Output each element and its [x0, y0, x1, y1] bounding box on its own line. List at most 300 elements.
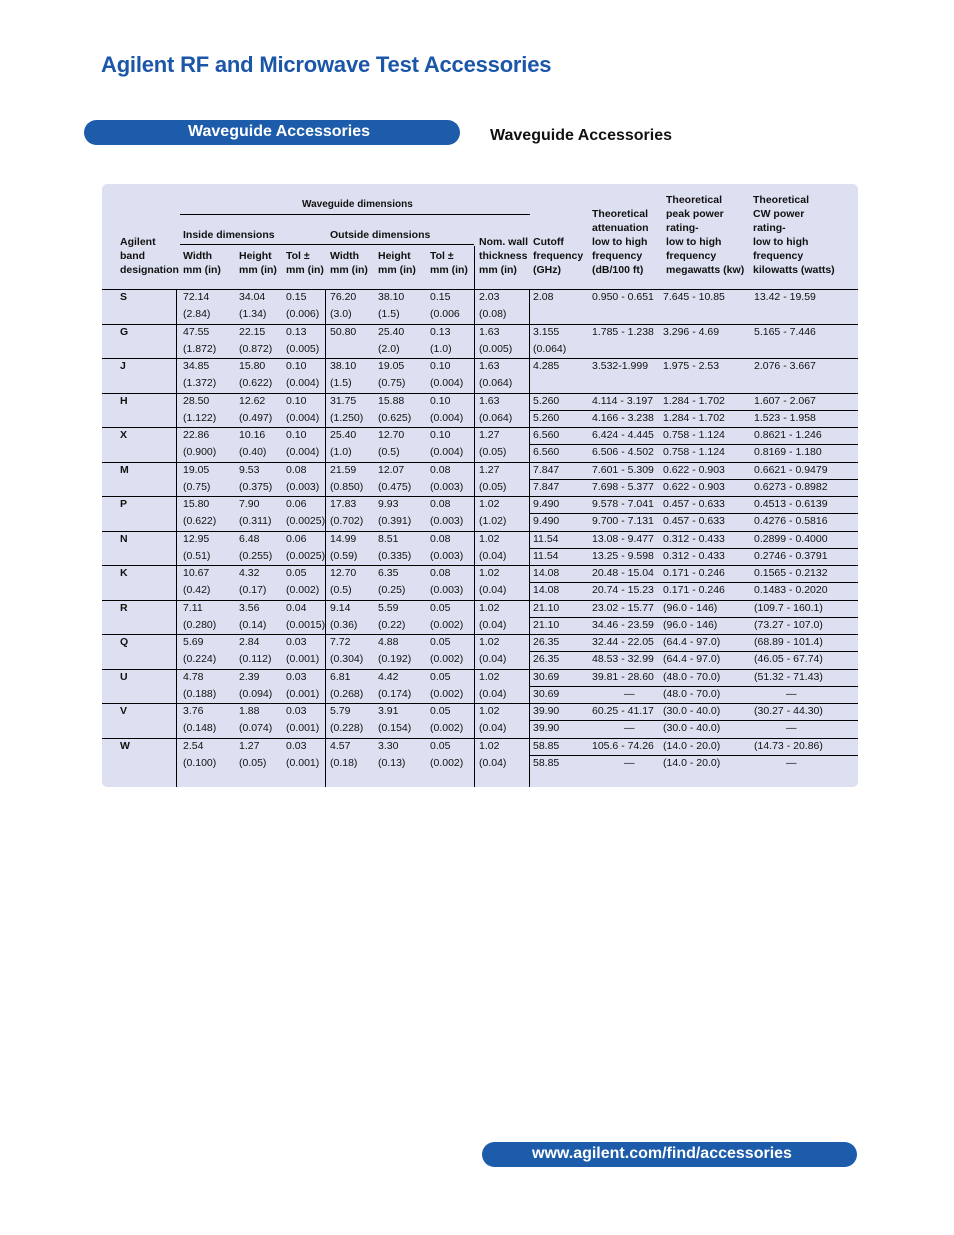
column-header: kilowatts (watts) — [753, 264, 835, 276]
row-rule — [102, 738, 858, 739]
outside-dimensions-header: Outside dimensions — [330, 229, 431, 241]
dimension-value-in: (0.75) — [378, 377, 406, 389]
performance-value: — — [786, 722, 797, 734]
dimension-value: 0.03 — [286, 739, 307, 752]
performance-value: 3.155 — [533, 325, 560, 338]
performance-value: 0.758 - 1.124 — [663, 429, 725, 441]
dimension-value-in: (0.228) — [330, 722, 364, 734]
performance-value: (68.89 - 101.4) — [754, 636, 823, 648]
row-rule — [102, 600, 858, 601]
dimension-value: 1.63 — [479, 325, 500, 338]
column-header: Theoretical — [753, 194, 810, 206]
row-rule — [102, 669, 858, 670]
sub-row-rule — [529, 479, 858, 480]
dimension-value-in: (0.004) — [286, 446, 320, 458]
dimension-value-in: (0.625) — [378, 411, 412, 424]
dimension-value: 0.13 — [286, 325, 307, 338]
performance-value: (64.4 - 97.0) — [663, 653, 721, 665]
dimension-value: 0.10 — [286, 394, 307, 407]
dimension-value-in: (0.497) — [239, 411, 273, 424]
band-designation: J — [120, 360, 126, 372]
performance-value: 20.74 - 15.23 — [592, 584, 654, 596]
dimension-value-in: (0.002) — [286, 584, 320, 596]
dimension-value: 0.03 — [286, 705, 307, 717]
performance-value: 3.296 - 4.69 — [663, 325, 720, 338]
dimension-value-in: (0.05) — [479, 446, 507, 458]
performance-value: 58.85 — [533, 756, 560, 769]
performance-value: 7.601 - 5.309 — [592, 463, 654, 476]
performance-value: 23.02 - 15.77 — [592, 601, 654, 614]
dimension-value: 1.27 — [479, 429, 500, 441]
dimension-value: 6.81 — [330, 670, 351, 683]
performance-value: (48.0 - 70.0) — [663, 670, 721, 683]
dimension-value-in: (0.001) — [286, 722, 320, 734]
band-designation: R — [120, 601, 128, 614]
band-designation: X — [120, 429, 128, 441]
column-header: designation — [120, 264, 179, 276]
band-designation: M — [120, 463, 129, 476]
row-rule — [102, 462, 858, 463]
performance-value: 39.90 — [533, 705, 560, 717]
table-top-rule — [102, 289, 858, 290]
dimension-value-in: (0.872) — [239, 342, 273, 355]
dimension-value-in: (0.04) — [479, 653, 507, 665]
dimension-value: 0.08 — [430, 567, 451, 579]
dimension-value-in: (0.280) — [183, 618, 217, 631]
dimension-value-in: (0.001) — [286, 653, 320, 665]
performance-value: (109.7 - 160.1) — [754, 601, 823, 614]
dimension-value: 5.79 — [330, 705, 351, 717]
sub-row-rule — [529, 410, 858, 411]
dimension-value: 4.88 — [378, 636, 399, 648]
column-header: frequency — [666, 250, 717, 262]
performance-value: 26.35 — [533, 653, 560, 665]
dimension-value-in: (0.391) — [378, 515, 412, 527]
column-header: frequency — [592, 250, 643, 262]
dimension-value: 4.57 — [330, 739, 351, 752]
dimension-value-in: (0.04) — [479, 549, 507, 562]
dimension-value-in: (0.255) — [239, 549, 273, 562]
dimension-value-in: (0.13) — [378, 756, 406, 769]
dimension-value: 12.95 — [183, 532, 210, 545]
performance-value: 5.260 — [533, 411, 560, 424]
dimension-value: 0.05 — [430, 636, 451, 648]
performance-value: 0.312 - 0.433 — [663, 549, 725, 562]
performance-value: 0.4276 - 0.5816 — [754, 515, 828, 527]
group-header-rule — [180, 214, 530, 215]
performance-value: 0.622 - 0.903 — [663, 463, 725, 476]
dimension-value: 0.08 — [430, 532, 451, 545]
column-header: low to high — [592, 236, 648, 248]
performance-value: 0.6621 - 0.9479 — [754, 463, 828, 476]
sub-row-rule — [529, 686, 858, 687]
performance-value: 0.1483 - 0.2020 — [754, 584, 828, 596]
dimension-value: 38.10 — [330, 360, 357, 372]
band-designation: V — [120, 705, 128, 717]
dimension-value: 21.59 — [330, 463, 357, 476]
dimension-value-in: (0.08) — [479, 308, 507, 320]
performance-value: 2.076 - 3.667 — [754, 360, 816, 372]
waveguide-dimensions-header: Waveguide dimensions — [302, 199, 413, 210]
performance-value: 105.6 - 74.26 — [592, 739, 654, 752]
dimension-value-in: (0.001) — [286, 756, 320, 769]
column-header: (GHz) — [533, 264, 561, 276]
column-header: Height — [239, 250, 272, 262]
performance-value: — — [786, 756, 797, 769]
dimension-value-in: (1.372) — [183, 377, 217, 389]
band-designation: G — [120, 325, 129, 338]
performance-value: — — [786, 687, 797, 700]
row-rule — [102, 565, 858, 566]
dimension-value-in: (0.002) — [430, 687, 464, 700]
dimension-value-in: (0.064) — [479, 377, 513, 389]
dimension-value: 14.99 — [330, 532, 357, 545]
dimension-value: 5.69 — [183, 636, 204, 648]
column-divider — [529, 289, 530, 787]
dimension-value: 0.10 — [430, 360, 451, 372]
dimension-value: 31.75 — [330, 394, 357, 407]
dimension-value: 1.02 — [479, 498, 500, 510]
performance-value: 0.457 - 0.633 — [663, 498, 725, 510]
sub-row-rule — [529, 651, 858, 652]
dimension-value: 10.16 — [239, 429, 266, 441]
dimension-value: 12.70 — [378, 429, 405, 441]
performance-value: — — [624, 756, 635, 769]
section-pill: Waveguide Accessories — [84, 120, 460, 145]
dimension-value: 15.80 — [239, 360, 266, 372]
column-header: frequency — [753, 250, 804, 262]
column-header: megawatts (kw) — [666, 264, 745, 276]
dimension-value-in: (0.154) — [378, 722, 412, 734]
dimension-value: 7.72 — [330, 636, 351, 648]
section-heading: Waveguide Accessories — [490, 127, 673, 144]
column-header: low to high — [753, 236, 809, 248]
sub-row-rule — [529, 444, 858, 445]
dimension-value-in: (0.475) — [378, 480, 412, 493]
column-header: CW power — [753, 208, 805, 220]
row-rule — [102, 358, 858, 359]
performance-value: 30.69 — [533, 670, 560, 683]
dimension-value: 19.05 — [378, 360, 405, 372]
dimension-value: 1.02 — [479, 705, 500, 717]
dimension-value-in: (0.04) — [479, 584, 507, 596]
performance-value: (46.05 - 67.74) — [754, 653, 823, 665]
column-header: mm (in) — [479, 264, 517, 276]
dimension-value-in: (0.112) — [239, 653, 272, 665]
dimension-value-in: (0.268) — [330, 687, 364, 700]
dimension-value: 25.40 — [378, 325, 405, 338]
row-rule — [102, 427, 858, 428]
dimension-value-in: (0.40) — [239, 446, 267, 458]
performance-value: 1.975 - 2.53 — [663, 360, 720, 372]
dimension-value-in: (1.250) — [330, 411, 364, 424]
performance-value: 1.284 - 1.702 — [663, 411, 725, 424]
dimension-value-in: (0.006 — [430, 308, 460, 320]
dimension-value: 4.32 — [239, 567, 260, 579]
dimension-value: 1.02 — [479, 567, 500, 579]
dimension-value: 0.08 — [430, 498, 451, 510]
dimension-value: 28.50 — [183, 394, 210, 407]
performance-value: 4.114 - 3.197 — [592, 394, 654, 407]
dimension-value-in: (1.0) — [430, 342, 452, 355]
dimension-value: 0.10 — [286, 429, 307, 441]
column-header: attenuation — [592, 222, 649, 234]
dimension-value: 1.27 — [239, 739, 260, 752]
column-header: Cutoff — [533, 236, 564, 248]
performance-value: (48.0 - 70.0) — [663, 687, 721, 700]
dimension-value: 15.88 — [378, 394, 405, 407]
dimension-value: 0.15 — [430, 291, 451, 303]
performance-value: 0.171 - 0.246 — [663, 567, 725, 579]
dimension-value: 7.11 — [183, 601, 203, 614]
performance-value: 39.81 - 28.60 — [592, 670, 654, 683]
dimension-value-in: (0.0025) — [286, 549, 326, 562]
sub-row-rule — [529, 513, 858, 514]
performance-value: 5.165 - 7.446 — [754, 325, 816, 338]
performance-value: 0.8621 - 1.246 — [754, 429, 822, 441]
dimension-value-in: (1.5) — [378, 308, 400, 320]
dimension-value-in: (0.5) — [330, 584, 352, 596]
performance-value: 26.35 — [533, 636, 560, 648]
dimension-value: 0.05 — [286, 567, 307, 579]
performance-value: 3.532-1.999 — [592, 360, 649, 372]
dimension-value-in: (0.002) — [430, 653, 464, 665]
performance-value: (96.0 - 146) — [663, 601, 718, 614]
performance-value: 0.457 - 0.633 — [663, 515, 725, 527]
performance-value: (51.32 - 71.43) — [754, 670, 823, 683]
performance-value: 6.560 — [533, 429, 560, 441]
performance-value: 6.506 - 4.502 — [592, 446, 654, 458]
dimension-value: 34.04 — [239, 291, 266, 303]
performance-value: — — [624, 722, 635, 734]
dimension-value-in: (0.17) — [239, 584, 267, 596]
dimension-value: 1.63 — [479, 394, 500, 407]
dimension-value: 0.05 — [430, 670, 451, 683]
dimension-value: 3.30 — [378, 739, 399, 752]
dimension-value: 72.14 — [183, 291, 210, 303]
dimension-value-in: (0.375) — [239, 480, 273, 493]
performance-value: 1.607 - 2.067 — [754, 394, 816, 407]
dimension-value: 0.03 — [286, 636, 307, 648]
performance-value: 2.08 — [533, 291, 554, 303]
dimension-value-in: (1.872) — [183, 342, 217, 355]
performance-value: 20.48 - 15.04 — [592, 567, 654, 579]
row-rule — [102, 324, 858, 325]
dimension-value-in: (0.094) — [239, 687, 273, 700]
dimension-value: 0.15 — [286, 291, 307, 303]
dimension-value: 3.76 — [183, 705, 204, 717]
dimension-value-in: (0.004) — [286, 377, 320, 389]
dimension-value: 0.05 — [430, 705, 451, 717]
dimension-value: 1.02 — [479, 636, 500, 648]
dimension-value-in: (0.003) — [286, 480, 320, 493]
performance-value: 7.698 - 5.377 — [592, 480, 654, 493]
cutoff-value-in: (0.064) — [533, 342, 567, 355]
sub-row-rule — [529, 755, 858, 756]
dimension-value-in: (0.04) — [479, 618, 507, 631]
dimension-value: 0.13 — [430, 325, 451, 338]
dimension-value-in: (0.36) — [330, 618, 358, 631]
dimension-value-in: (0.05) — [239, 756, 267, 769]
dimension-value: 0.05 — [430, 739, 451, 752]
dimension-value-in: (0.622) — [183, 515, 217, 527]
row-rule — [102, 496, 858, 497]
performance-value: (96.0 - 146) — [663, 618, 718, 631]
dimension-value-in: (0.0015) — [286, 618, 326, 631]
performance-value: (30.0 - 40.0) — [663, 722, 721, 734]
performance-value: 9.490 — [533, 515, 560, 527]
performance-value: 13.08 - 9.477 — [592, 532, 654, 545]
dimension-value: 0.06 — [286, 532, 307, 545]
dimension-value: 15.80 — [183, 498, 210, 510]
band-designation: N — [120, 532, 128, 545]
dimension-value: 7.90 — [239, 498, 260, 510]
column-header: Width — [330, 250, 360, 262]
dimension-value: 2.39 — [239, 670, 260, 683]
performance-value: (64.4 - 97.0) — [663, 636, 721, 648]
dimension-value: 1.02 — [479, 670, 500, 683]
sub-row-rule — [529, 548, 858, 549]
column-header: mm (in) — [330, 264, 368, 276]
column-header: low to high — [666, 236, 722, 248]
dimension-value: 22.86 — [183, 429, 210, 441]
performance-value: 0.8169 - 1.180 — [754, 446, 822, 458]
performance-value: 7.847 — [533, 463, 560, 476]
dimension-value: 12.62 — [239, 394, 266, 407]
dimension-value-in: (0.005) — [286, 342, 320, 355]
performance-value: 32.44 - 22.05 — [592, 636, 654, 648]
column-header: peak power — [666, 208, 724, 220]
dimension-value: 47.55 — [183, 325, 210, 338]
dimension-value-in: (0.064) — [479, 411, 513, 424]
performance-value: 21.10 — [533, 618, 560, 631]
column-header: frequency — [533, 250, 584, 262]
column-header: mm (in) — [183, 264, 221, 276]
performance-value: 48.53 - 32.99 — [592, 653, 654, 665]
band-designation: H — [120, 394, 128, 407]
performance-value: 13.42 - 19.59 — [754, 291, 816, 303]
row-rule — [102, 703, 858, 704]
performance-value: 6.560 — [533, 446, 560, 458]
band-designation: K — [120, 567, 128, 579]
performance-value: 0.1565 - 0.2132 — [754, 567, 828, 579]
column-header: mm (in) — [430, 264, 468, 276]
performance-value: 7.645 - 10.85 — [663, 291, 725, 303]
dimension-value-in: (0.311) — [239, 515, 272, 527]
dimension-value-in: (0.22) — [378, 618, 406, 631]
performance-value: 34.46 - 23.59 — [592, 618, 654, 631]
dimension-value: 0.10 — [430, 429, 451, 441]
dimension-value: 9.53 — [239, 463, 260, 476]
column-divider — [474, 289, 475, 787]
performance-value: 6.424 - 4.445 — [592, 429, 654, 441]
page-title: Agilent RF and Microwave Test Accessories — [101, 52, 552, 77]
performance-value: 39.90 — [533, 722, 560, 734]
column-header: Nom. wall — [479, 236, 529, 248]
performance-value: 9.578 - 7.041 — [592, 498, 654, 510]
dimension-value-in: (0.001) — [286, 687, 320, 700]
dimension-value-in: (0.004) — [286, 411, 320, 424]
dimension-value-in: (0.004) — [430, 377, 464, 389]
dimension-value: 50.80 — [330, 325, 357, 338]
performance-value: 5.260 — [533, 394, 560, 407]
dimension-value-in: (0.304) — [330, 653, 364, 665]
column-divider — [176, 289, 177, 787]
dimension-value: 1.27 — [479, 463, 500, 476]
performance-value: 7.847 — [533, 480, 560, 493]
dimension-value: 12.70 — [330, 567, 357, 579]
performance-value: 30.69 — [533, 687, 560, 700]
performance-value: 14.08 — [533, 584, 560, 596]
performance-value: 0.758 - 1.124 — [663, 446, 725, 458]
dimension-value: 12.07 — [378, 463, 405, 476]
waveguide-table — [102, 184, 858, 787]
dimension-value: 17.83 — [330, 498, 357, 510]
dimension-value-in: (0.900) — [183, 446, 217, 458]
column-header: mm (in) — [378, 264, 416, 276]
dimension-value: 34.85 — [183, 360, 210, 372]
dimension-value-in: (0.850) — [330, 480, 364, 493]
dimension-value: 38.10 — [378, 291, 405, 303]
dimension-value: 22.15 — [239, 325, 266, 338]
band-designation: P — [120, 498, 128, 510]
band-designation: S — [120, 291, 128, 303]
dimension-value-in: (0.003) — [430, 515, 464, 527]
dimension-value-in: (1.5) — [330, 377, 352, 389]
dimension-value-in: (0.002) — [430, 722, 464, 734]
performance-value: 4.285 — [533, 360, 560, 372]
performance-value: 11.54 — [533, 532, 559, 545]
dimension-value: 9.93 — [378, 498, 399, 510]
column-divider — [325, 289, 326, 787]
band-designation: U — [120, 670, 128, 683]
performance-value: 1.785 - 1.238 — [592, 325, 654, 338]
dimension-value-in: (0.622) — [239, 377, 273, 389]
row-rule — [102, 393, 858, 394]
performance-value: 0.4513 - 0.6139 — [754, 498, 828, 510]
dimension-value-in: (0.25) — [378, 584, 406, 596]
dimension-value: 1.02 — [479, 739, 500, 752]
column-header: Tol ± — [430, 250, 454, 262]
dimension-value-in: (0.0025) — [286, 515, 326, 527]
dimension-value: 76.20 — [330, 291, 357, 303]
header-divider — [474, 246, 475, 289]
band-designation: W — [120, 739, 130, 752]
dimension-value-in: (0.04) — [479, 687, 507, 700]
performance-value: (14.0 - 20.0) — [663, 739, 721, 752]
dimension-value-in: (0.75) — [183, 480, 211, 493]
dimension-value: 0.10 — [430, 394, 451, 407]
footer-url-pill[interactable]: www.agilent.com/find/accessories — [482, 1142, 857, 1167]
dimension-value-in: (1.122) — [183, 411, 217, 424]
performance-value: — — [624, 687, 635, 700]
performance-value: 14.08 — [533, 567, 560, 579]
sub-row-rule — [529, 582, 858, 583]
sub-row-rule — [529, 720, 858, 721]
dimension-value: 2.54 — [183, 739, 204, 752]
dimension-value-in: (1.34) — [239, 308, 267, 320]
performance-value: (30.27 - 44.30) — [754, 705, 823, 717]
performance-value: 0.171 - 0.246 — [663, 584, 725, 596]
dimension-value-in: (3.0) — [330, 308, 352, 320]
dimension-value: 4.78 — [183, 670, 204, 683]
dimension-value-in: (1.02) — [479, 515, 507, 527]
column-header: band — [120, 250, 146, 262]
performance-value: 9.490 — [533, 498, 560, 510]
dimension-value: 1.02 — [479, 601, 500, 614]
performance-value: 0.2746 - 0.3791 — [754, 549, 828, 562]
dimension-value: 6.35 — [378, 567, 399, 579]
